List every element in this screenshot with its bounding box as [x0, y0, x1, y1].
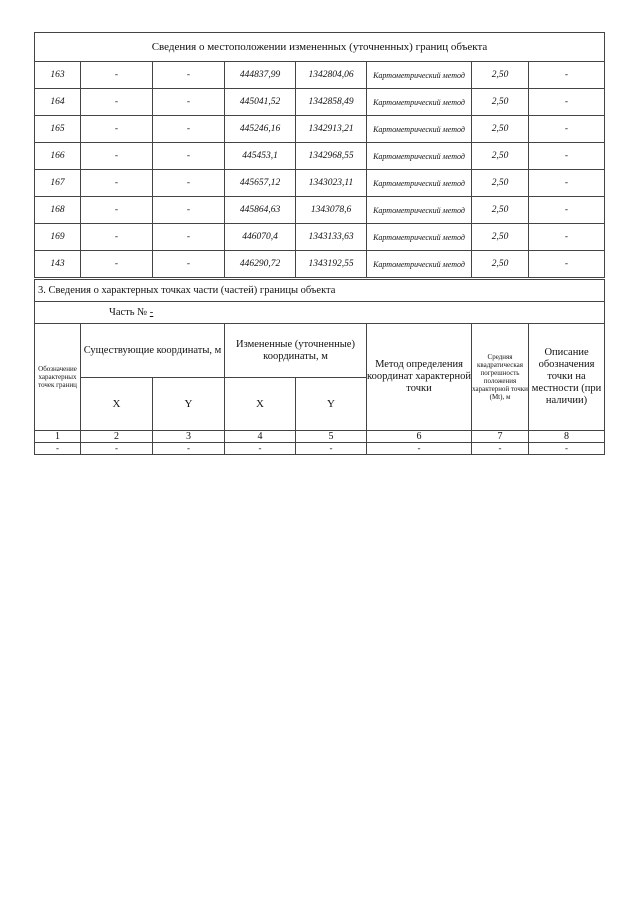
- existing-y-cell: -: [153, 197, 225, 224]
- method-cell: Картометрический метод: [367, 143, 472, 170]
- changed-y-cell: 1342804,06: [296, 62, 367, 89]
- changed-x-cell: 445041,52: [225, 89, 296, 116]
- changed-x-cell: 445864,63: [225, 197, 296, 224]
- empty-data-row: [35, 443, 605, 455]
- part-value: -: [149, 307, 154, 318]
- header-existing-y: Y: [153, 378, 225, 431]
- changed-y-cell: 1342913,21: [296, 116, 367, 143]
- table-cell: -: [472, 443, 529, 455]
- table-cell: -: [529, 443, 605, 455]
- existing-y-cell: -: [153, 116, 225, 143]
- description-cell: -: [529, 170, 605, 197]
- header-method: Метод определения координат характерной точки: [367, 324, 472, 431]
- description-cell: -: [529, 116, 605, 143]
- accuracy-cell: 2,50: [472, 251, 529, 278]
- table-row: [35, 224, 605, 251]
- point-number-cell: 166: [35, 143, 81, 170]
- changed-y-cell: 1343023,11: [296, 170, 367, 197]
- existing-x-cell: -: [81, 143, 153, 170]
- existing-x-cell: -: [81, 62, 153, 89]
- header-description: Описание обозначения точки на местности (при наличии): [529, 324, 605, 431]
- table-row: [35, 143, 605, 170]
- existing-x-cell: -: [81, 116, 153, 143]
- changed-y-cell: 1342858,49: [296, 89, 367, 116]
- header-accuracy: Средняя квадратическая погрешность положения характерной точки (Mt), м: [472, 324, 529, 431]
- accuracy-cell: 2,50: [472, 143, 529, 170]
- accuracy-cell: 2,50: [472, 224, 529, 251]
- table-row: [35, 116, 605, 143]
- existing-y-cell: -: [153, 251, 225, 278]
- point-number-cell: 169: [35, 224, 81, 251]
- table-row: [35, 170, 605, 197]
- method-cell: Картометрический метод: [367, 62, 472, 89]
- table-cell: -: [35, 443, 81, 455]
- changed-x-cell: 445453,1: [225, 143, 296, 170]
- existing-y-cell: -: [153, 89, 225, 116]
- description-cell: -: [529, 197, 605, 224]
- changed-y-cell: 1342968,55: [296, 143, 367, 170]
- accuracy-cell: 2,50: [472, 62, 529, 89]
- table-row: [35, 251, 605, 278]
- table-cell: -: [225, 443, 296, 455]
- changed-y-cell: 1343078,6: [296, 197, 367, 224]
- changed-x-cell: 444837,99: [225, 62, 296, 89]
- existing-x-cell: -: [81, 170, 153, 197]
- method-cell: Картометрический метод: [367, 89, 472, 116]
- accuracy-cell: 2,50: [472, 170, 529, 197]
- existing-y-cell: -: [153, 170, 225, 197]
- changed-y-cell: 1343192,55: [296, 251, 367, 278]
- table-cell: -: [153, 443, 225, 455]
- column-number: 3: [153, 431, 225, 443]
- existing-y-cell: -: [153, 62, 225, 89]
- header-existing-x: X: [81, 378, 153, 431]
- header-changed-y: Y: [296, 378, 367, 431]
- changed-x-cell: 445246,16: [225, 116, 296, 143]
- description-cell: -: [529, 224, 605, 251]
- point-number-cell: 168: [35, 197, 81, 224]
- method-cell: Картометрический метод: [367, 224, 472, 251]
- point-number-cell: 143: [35, 251, 81, 278]
- point-number-cell: 164: [35, 89, 81, 116]
- method-cell: Картометрический метод: [367, 116, 472, 143]
- section-title: 3. Сведения о характерных точках части (частей) границы объекта: [35, 280, 605, 302]
- part-label: Часть №: [109, 307, 148, 318]
- changed-x-cell: 446290,72: [225, 251, 296, 278]
- existing-x-cell: -: [81, 89, 153, 116]
- column-number: 6: [367, 431, 472, 443]
- existing-y-cell: -: [153, 224, 225, 251]
- changed-x-cell: 446070,4: [225, 224, 296, 251]
- existing-x-cell: -: [81, 224, 153, 251]
- point-number-cell: 167: [35, 170, 81, 197]
- table-row: [35, 197, 605, 224]
- boundary-coordinates-table: [34, 32, 605, 278]
- existing-y-cell: -: [153, 143, 225, 170]
- point-number-cell: 163: [35, 62, 81, 89]
- table-cell: -: [296, 443, 367, 455]
- accuracy-cell: 2,50: [472, 116, 529, 143]
- table-row: [35, 89, 605, 116]
- accuracy-cell: 2,50: [472, 89, 529, 116]
- column-number: 8: [529, 431, 605, 443]
- description-cell: -: [529, 62, 605, 89]
- table-row: [35, 62, 605, 89]
- changed-x-cell: 445657,12: [225, 170, 296, 197]
- method-cell: Картометрический метод: [367, 170, 472, 197]
- table-title: Сведения о местоположении измененных (уточненных) границ объекта: [35, 33, 605, 62]
- point-number-cell: 165: [35, 116, 81, 143]
- header-designation: Обозначение характерных точек границ: [35, 324, 81, 431]
- column-number: 5: [296, 431, 367, 443]
- column-number: 7: [472, 431, 529, 443]
- column-number: 4: [225, 431, 296, 443]
- method-cell: Картометрический метод: [367, 251, 472, 278]
- existing-x-cell: -: [81, 197, 153, 224]
- accuracy-cell: 2,50: [472, 197, 529, 224]
- column-number-row: [35, 431, 605, 443]
- description-cell: -: [529, 89, 605, 116]
- table-cell: -: [81, 443, 153, 455]
- header-changed-coordinates: Измененные (уточненные) координаты, м: [225, 324, 367, 378]
- table-cell: -: [367, 443, 472, 455]
- description-cell: -: [529, 143, 605, 170]
- part-points-table: [34, 279, 605, 455]
- header-changed-x: X: [225, 378, 296, 431]
- part-number-row: [35, 302, 605, 324]
- column-number: 1: [35, 431, 81, 443]
- existing-x-cell: -: [81, 251, 153, 278]
- changed-y-cell: 1343133,63: [296, 224, 367, 251]
- header-existing-coordinates: Существующие координаты, м: [81, 324, 225, 378]
- column-number: 2: [81, 431, 153, 443]
- description-cell: -: [529, 251, 605, 278]
- method-cell: Картометрический метод: [367, 197, 472, 224]
